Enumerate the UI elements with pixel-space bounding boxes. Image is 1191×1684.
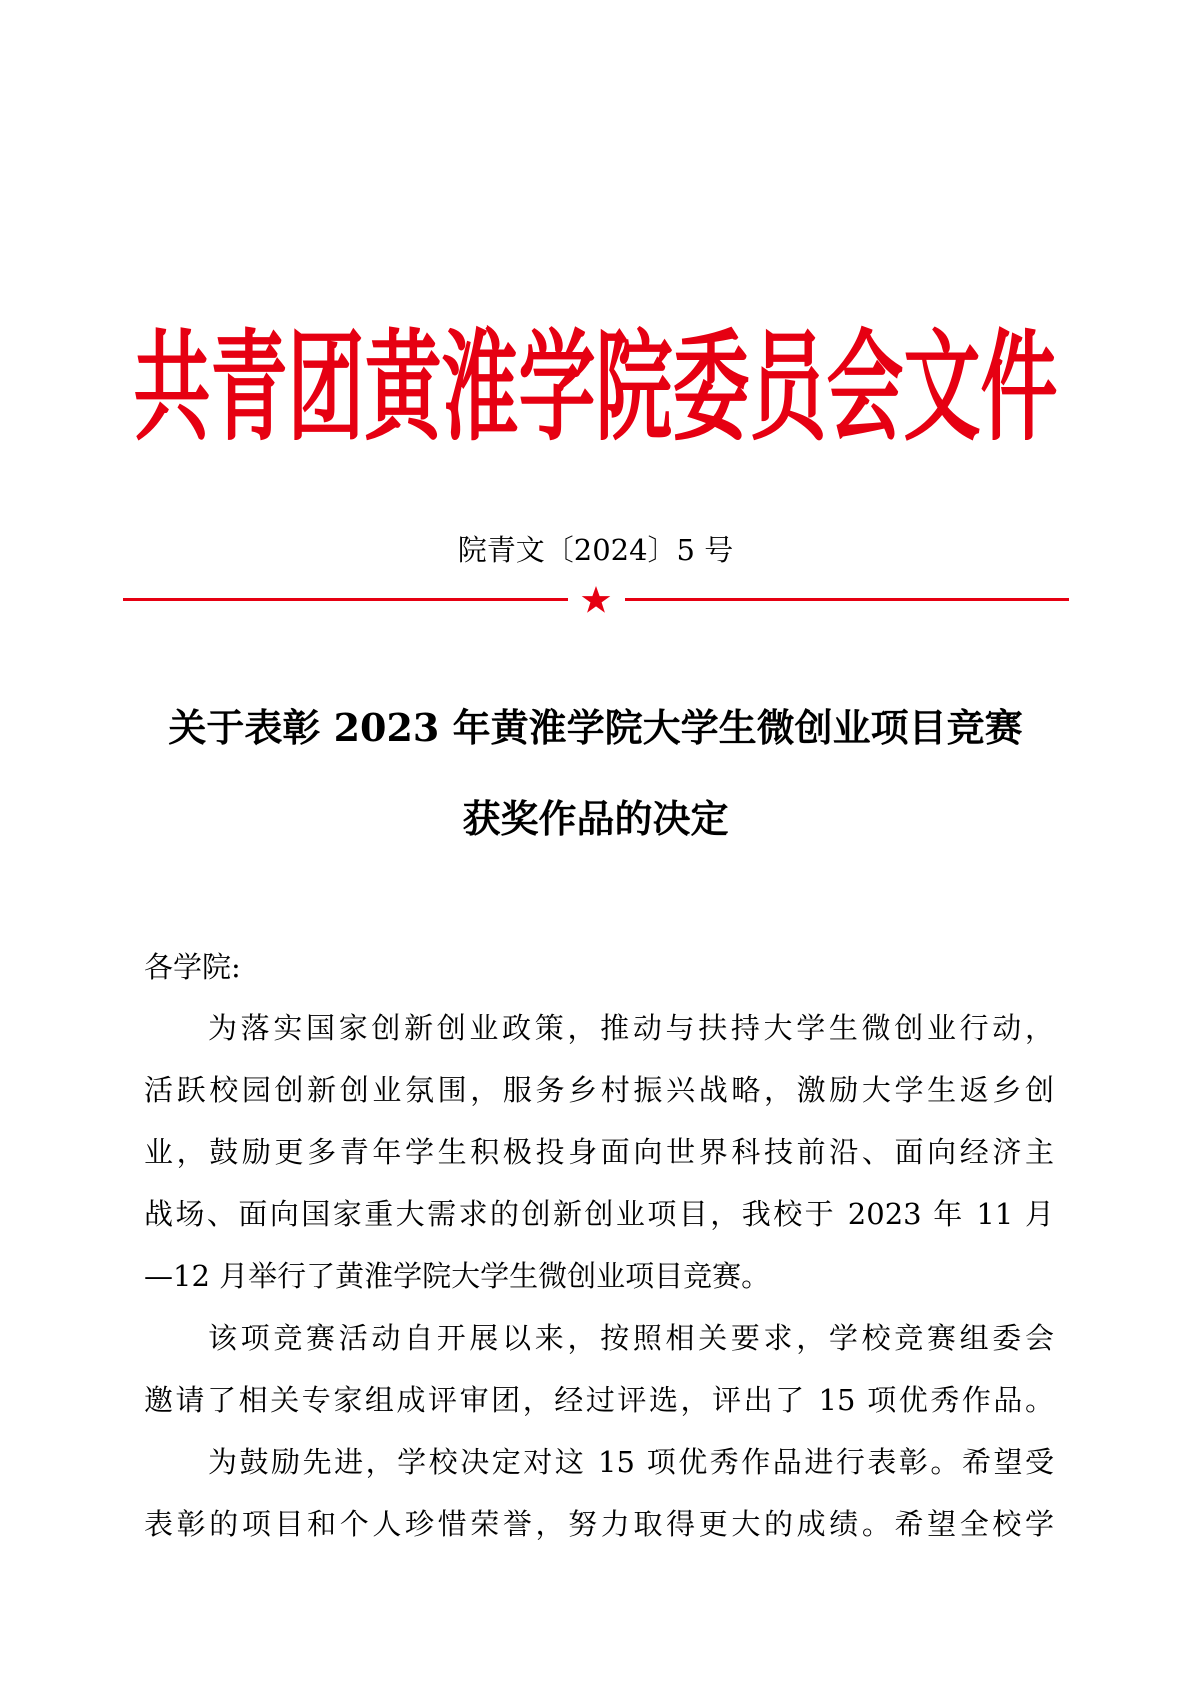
- masthead-title: [0, 318, 1191, 458]
- decision-title-line-2: 获奖作品的决定: [462, 796, 729, 841]
- body-line: 为落实国家创新创业政策，推动与扶持大学生微创业行动，: [208, 1011, 1054, 1045]
- body-line: 业，鼓励更多青年学生积极投身面向世界科技前沿、面向经济主: [144, 1135, 1054, 1169]
- body-line: 为鼓励先进，学校决定对这 15 项优秀作品进行表彰。希望受: [208, 1445, 1054, 1479]
- red-divider-left: [123, 598, 568, 601]
- salutation: 各学院:: [144, 950, 241, 984]
- star-icon: [580, 584, 612, 616]
- document-number: 院青文〔2024〕5 号: [457, 533, 734, 567]
- masthead-text: 共青团黄淮学院委员会文件: [133, 318, 1058, 458]
- body-line: 战场、面向国家重大需求的创新创业项目，我校于 2023 年 11 月: [144, 1197, 1054, 1231]
- body-line: 邀请了相关专家组成评审团，经过评选，评出了 15 项优秀作品。: [144, 1383, 1054, 1417]
- body-line: 表彰的项目和个人珍惜荣誉，努力取得更大的成绩。希望全校学: [144, 1507, 1054, 1541]
- decision-title-line-1: 关于表彰 2023 年黄淮学院大学生微创业项目竞赛: [168, 705, 1023, 750]
- body-line: 该项竞赛活动自开展以来，按照相关要求，学校竞赛组委会: [208, 1321, 1054, 1355]
- body-line: —12 月举行了黄淮学院大学生微创业项目竞赛。: [144, 1259, 771, 1293]
- red-divider-right: [625, 598, 1069, 601]
- body-line: 活跃校园创新创业氛围，服务乡村振兴战略，激励大学生返乡创: [144, 1073, 1054, 1107]
